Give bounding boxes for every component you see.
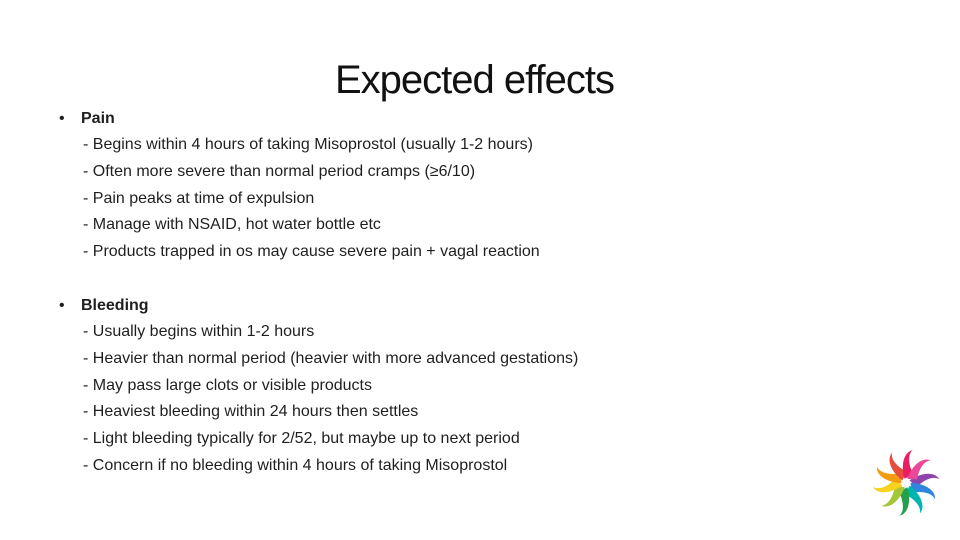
bleeding-section (57, 293, 578, 480)
list-item: - Usually begins within 1-2 hours (83, 323, 315, 340)
section-heading (57, 106, 540, 132)
list-item: - Light bleeding typically for 2/52, but maybe up to next period (83, 430, 520, 448)
list-item: - Often more severe than normal period cramps (≥6/10) (83, 162, 476, 180)
pain-section (57, 106, 540, 266)
list-item: - Manage with NSAID, hot water bottle etc (83, 216, 381, 234)
section-heading (57, 293, 578, 319)
list-item: - Heavier than normal period (heavier with more advanced gestations) (83, 349, 579, 367)
list-item: - May pass large clots or visible products (83, 376, 372, 394)
list-item: - Heaviest bleeding within 24 hours then settles (83, 403, 419, 421)
bullet-icon: • (59, 110, 65, 127)
list-item: - Concern if no bleeding within 4 hours of taking Misoprostol (83, 456, 508, 474)
heading-label: Pain (81, 110, 115, 127)
list-item: - Pain peaks at time of expulsion (83, 189, 315, 207)
bullet-icon: • (59, 297, 65, 314)
list-item: - Products trapped in os may cause severe pain + vagal reaction (83, 243, 540, 261)
list-item: - Begins within 4 hours of taking Misoprostol (usually 1-2 hours) (83, 136, 533, 153)
swirl-logo-icon (866, 446, 946, 520)
slide-title: Expected effects (335, 58, 614, 102)
heading-label: Bleeding (81, 297, 149, 314)
